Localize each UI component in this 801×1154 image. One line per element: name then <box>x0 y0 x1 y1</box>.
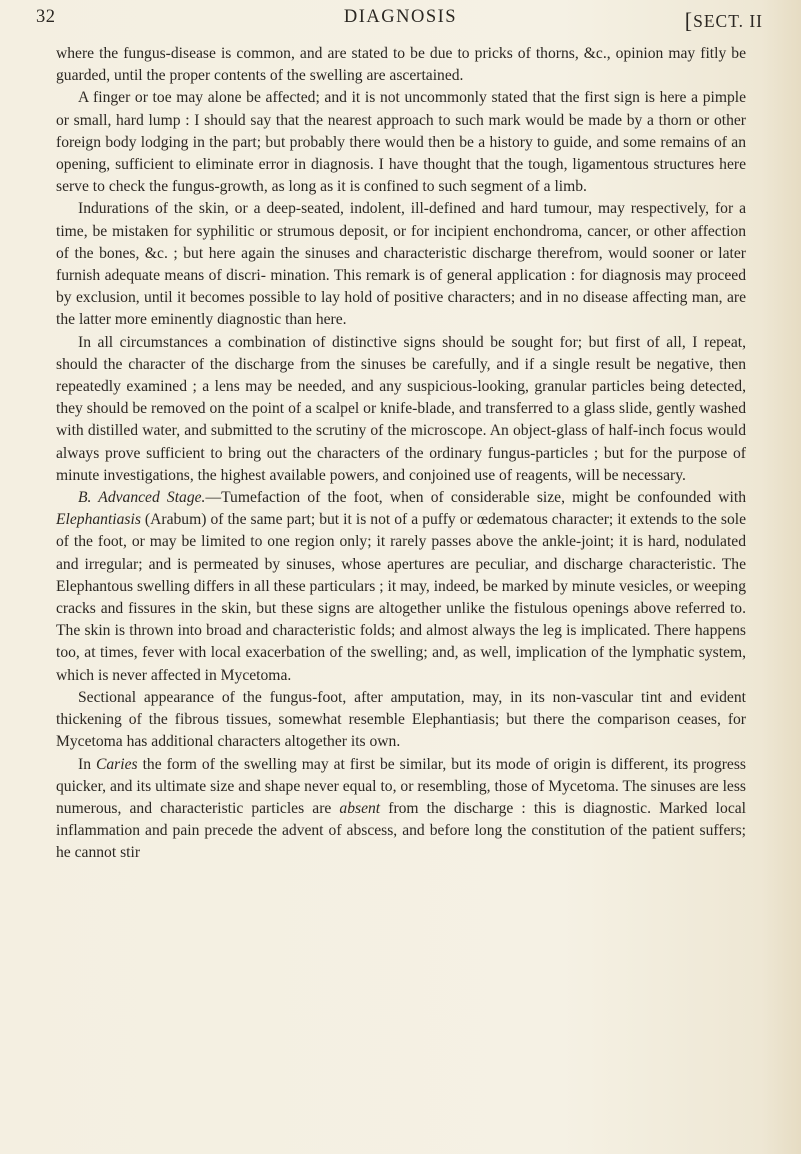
paragraph-6: Sectional appearance of the fungus-foot, after amputation, may, in its non-vascular tint and evident thickening of the fibrous tissues, somewhat resemble Elephantiasis; but there the comparison ceases, for Mycetoma has additional characters altogether its own. <box>56 688 746 751</box>
paragraph-5: B. Advanced Stage.—Tumefaction of the foot, when of considerable size, might be confounded with Elephantiasis (Arabum) of the same part; but it is not of a puffy or œdematous character; it extends to the sole of the foot, or may be limited to one region only; it rarely passes above the ankle-joint; it is hard, nodulated and irregular; and is permeated by sinuses, whose apertures are peculiar, and discharge characteristic. The Elephantous swelling differs in all these particulars ; it may, indeed, be marked by minute vesicles, or weeping cracks and fissures in the skin, but these signs are altogether unlike the fistulous openings above referred to. The skin is thrown into broad and characteristic folds; and almost always the leg is implicated. There happens too, at times, fever with local exacerbation of the swelling; and, as well, implication of the lymphatic system, which is never affected in Mycetoma. <box>56 489 746 684</box>
paragraph-2: A finger or toe may alone be affected; and it is not uncommonly stated that the first sign is here a pimple or small, hard lump : I should say that the nearest approach to such mark would be made by a thorn or other foreign body lodging in the part; but probably there would then be a history to guide, and some remains of an opening, sufficient to eliminate error in diagnosis. I have thought that the tough, ligamentous structures here serve to check the fungus-growth, as long as it is confined to such segment of a limb. <box>56 89 746 196</box>
term-elephantiasis: Elephantiasis <box>56 511 141 529</box>
section-mark: [SECT. II <box>684 8 763 33</box>
section-heading-advanced-stage: B. Advanced Stage. <box>78 489 206 507</box>
paragraph-1: where the fungus-disease is common, and are stated to be due to pricks of thorns, &c., opinion may fitly be guarded, until the proper contents of the swelling are ascertained. <box>56 45 746 85</box>
page-number: 32 <box>36 7 56 27</box>
term-caries: Caries <box>95 755 138 773</box>
paragraph-3: Indurations of the skin, or a deep-seated, indolent, ill-defined and hard tumour, may respectively, for a time, be mistaken for syphilitic or strumous deposit, or for incipient enchondroma, cancer, or other affection of the bones, &c. ; but here again the sinuses and characteristic discharge therefrom, would sooner or later furnish adequate means of discri- mination. This remark is of general application : for diagnosis may proceed by exclusion, until it becomes possible to lay hold of positive characters; and in no disease affecting man, are the latter more eminently diagnostic than here. <box>56 200 746 329</box>
paragraph-7: In Caries the form of the swelling may at first be similar, but its mode of origin is different, its progress quicker, and its ultimate size and shape never equal to, or resembling, those of Mycetoma. The sinuses are less numerous, and characteristic particles are absent from the discharge : this is diagnostic. Marked local inflammation and pain precede the advent of abscess, and before long the constitution of the patient suffers; he cannot stir <box>56 755 746 862</box>
body-text <box>56 43 746 865</box>
section-label: SECT. II <box>693 11 763 31</box>
page-header <box>36 7 765 37</box>
term-absent: absent <box>339 799 381 817</box>
paragraph-4: In all circumstances a combination of distinctive signs should be sought for; but first of all, I repeat, should the character of the discharge from the sinuses be carefully, and if a single result be negative, then repeatedly examined ; a lens may be needed, and any suspicious-looking, granular particles being detected, they should be removed on the point of a scalpel or knife-blade, and transferred to a glass slide, gently washed with distilled water, and submitted to the scrutiny of the microscope. An object-glass of half-inch focus would always prove sufficient to bring out the characters of the ordinary fungus-particles ; but for the purpose of minute investigations, the highest available powers, and conjoined use of reagents, will be necessary. <box>56 333 746 484</box>
running-head: DIAGNOSIS <box>343 7 458 27</box>
